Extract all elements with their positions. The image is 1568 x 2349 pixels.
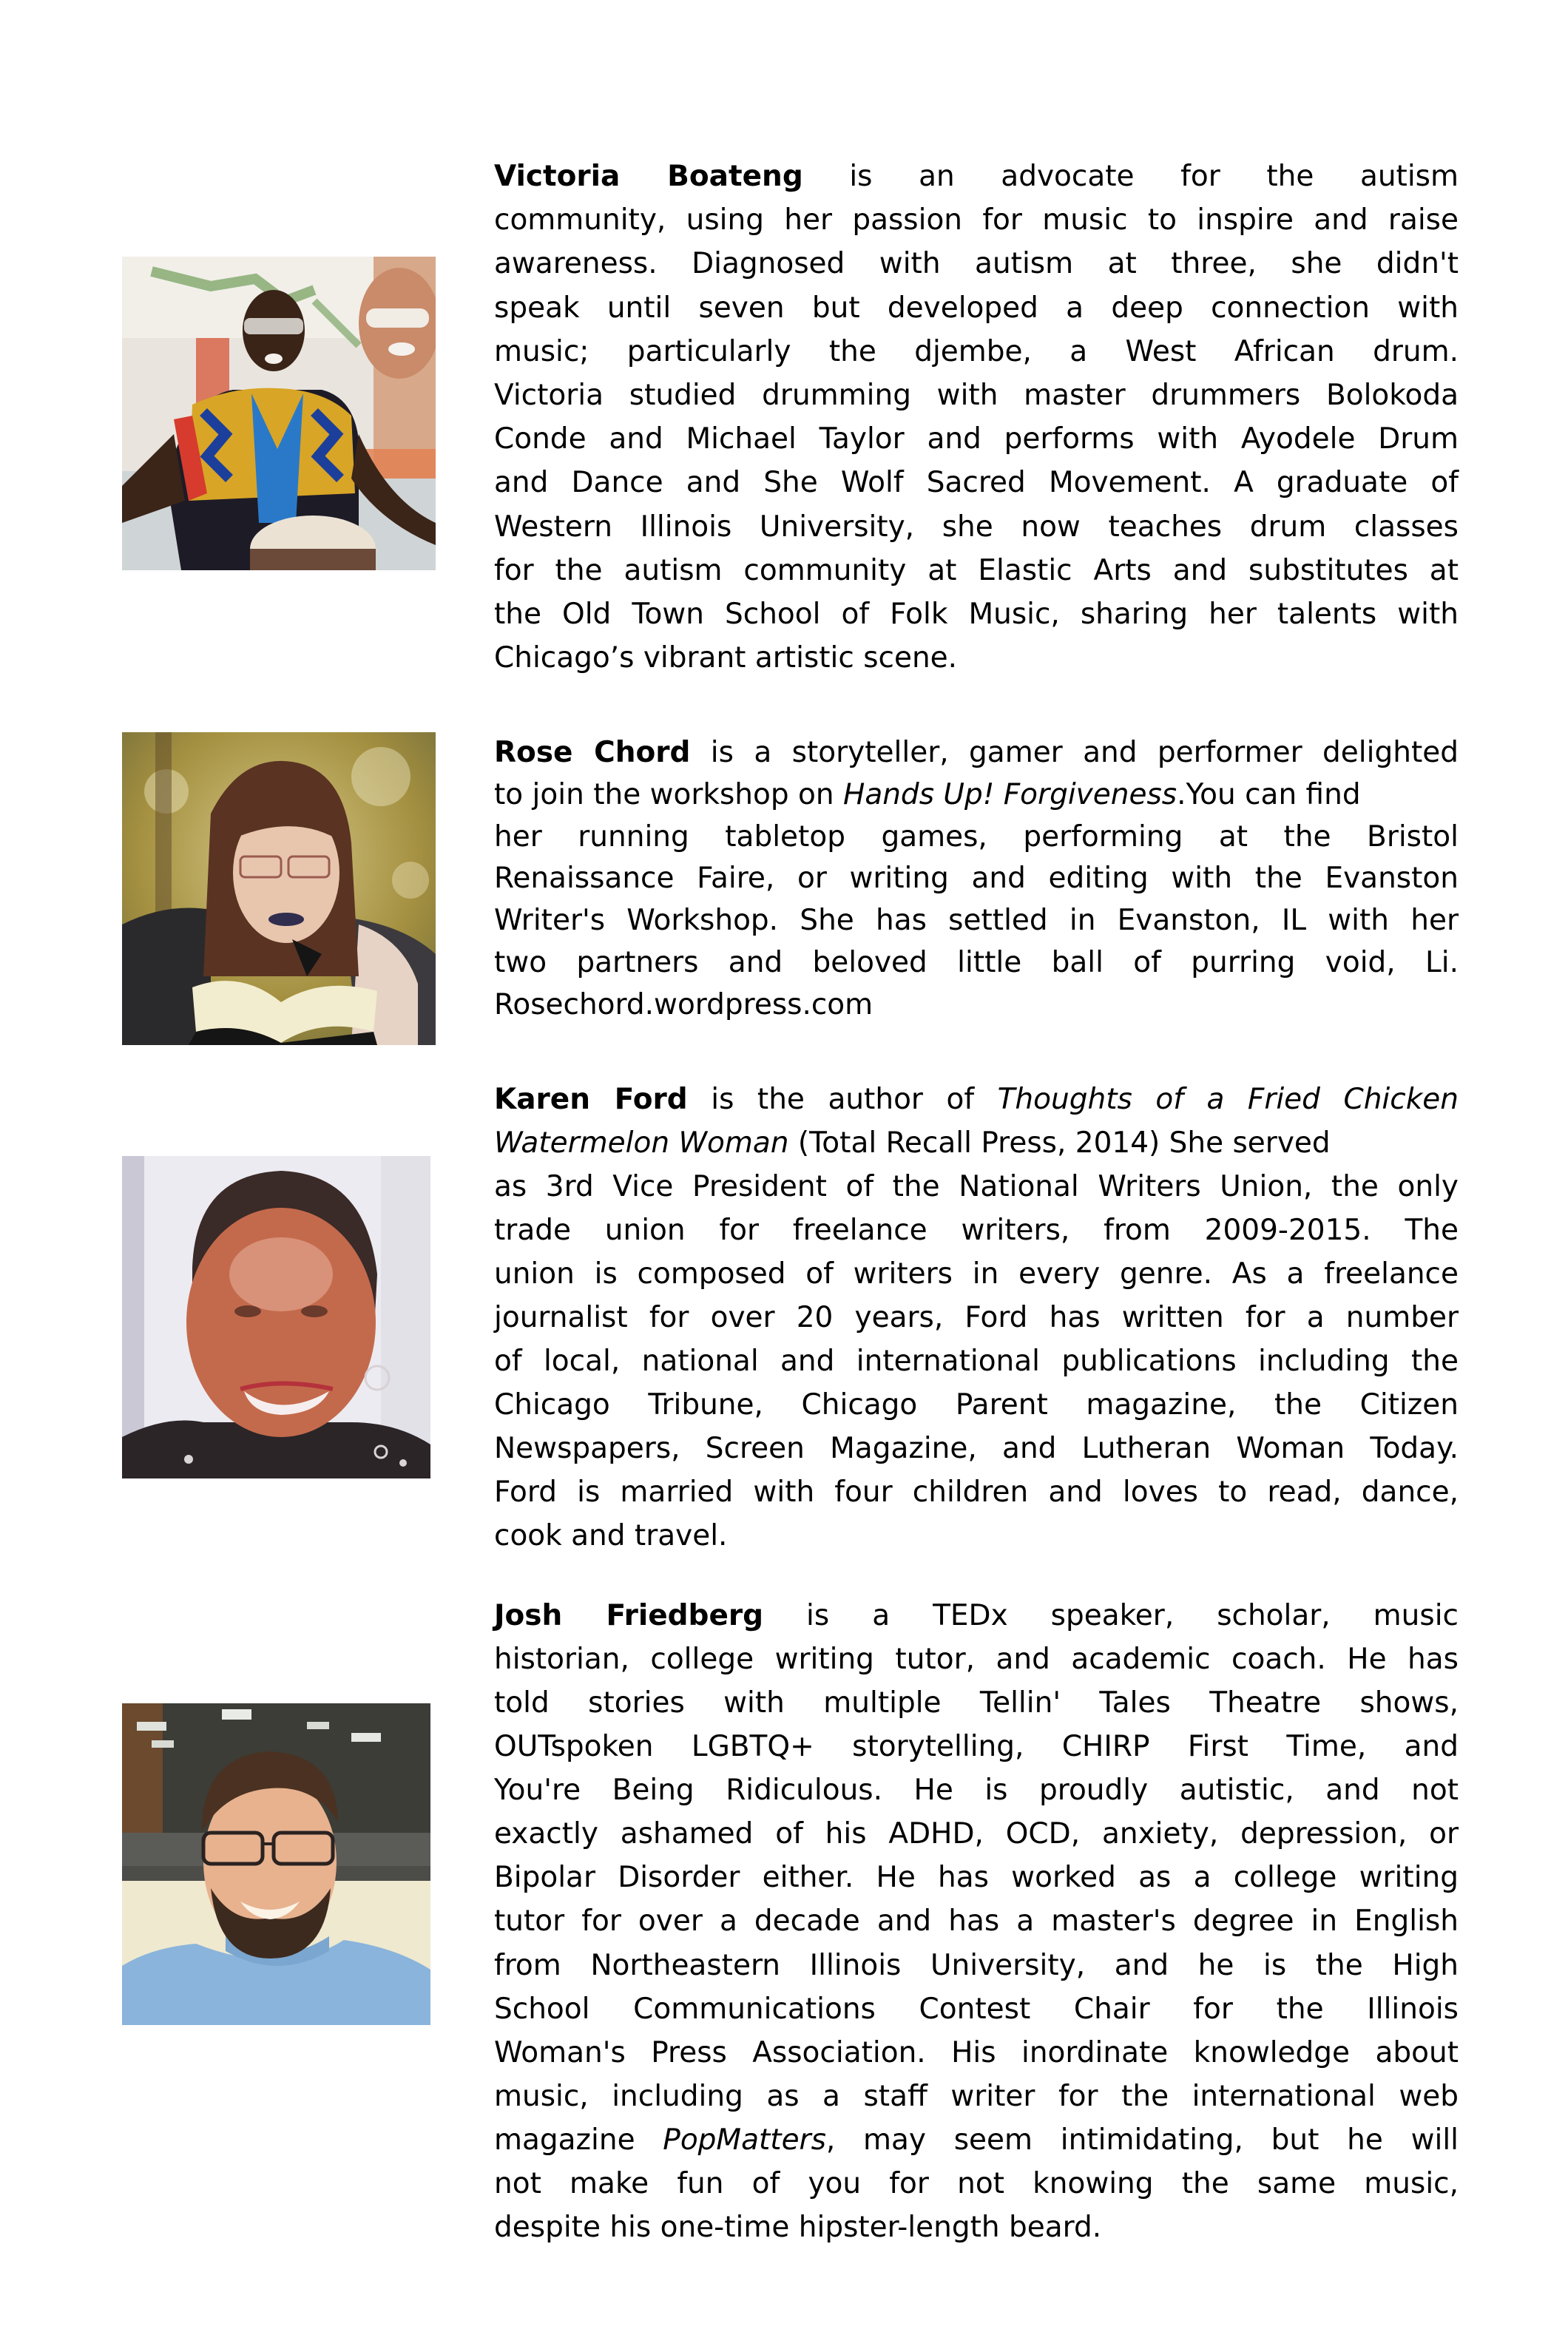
bio-paragraph-karen-ford — [494, 1078, 1459, 1558]
bio-line — [494, 1252, 1459, 1296]
bio-line — [494, 374, 1459, 417]
bio-line — [494, 549, 1459, 592]
bio-text: is a storyteller, gamer and performer delighted — [690, 736, 1459, 769]
bio-text: told stories with multiple Tellin' Tales Theatre shows, — [494, 1686, 1459, 1720]
bio-text: Victoria studied drumming with master drummers Bolokoda — [494, 378, 1459, 412]
bio-paragraph-victoria-boateng — [494, 155, 1459, 680]
bio-text: Bipolar Disorder either. He has worked as a college writing — [494, 1861, 1459, 1895]
work-title: Watermelon Woman — [494, 1126, 789, 1160]
bio-text: music; particularly the djembe, a West African drum. — [494, 334, 1459, 368]
bio-line — [494, 1899, 1459, 1943]
bio-text: as 3rd Vice President of the National Writers Union, the only — [494, 1170, 1459, 1203]
bio-text: Chicago Tribune, Chicago Parent magazine, the Citizen — [494, 1388, 1459, 1422]
bio-text: trade union for freelance writers, from 2009-2015. The — [494, 1214, 1459, 1247]
bio-paragraph-rose-chord — [494, 732, 1459, 1027]
bio-line — [494, 592, 1459, 636]
photo-josh-friedberg — [122, 1703, 430, 2025]
bio-line — [494, 2031, 1459, 2075]
bio-text: .You can find — [1177, 777, 1361, 811]
portrait-image — [122, 257, 436, 570]
bio-line — [494, 155, 1459, 198]
bio-line — [494, 286, 1459, 330]
bio-text: community, using her passion for music to inspire and raise — [494, 203, 1459, 237]
bio-line — [494, 1383, 1459, 1427]
bio-text: not make fun of you for not knowing the same music, — [494, 2166, 1459, 2200]
bio-text: is an advocate for the autism — [802, 160, 1459, 193]
bio-text: for the autism community at Elastic Arts and substitutes at — [494, 553, 1459, 587]
bio-text: two partners and beloved little ball of purring void, Li. — [494, 945, 1459, 979]
bio-text: to join the workshop on — [494, 777, 843, 811]
bio-text: Writer's Workshop. She has settled in Evanston, IL with her — [494, 904, 1459, 938]
bio-line — [494, 505, 1459, 549]
bio-line — [494, 774, 1459, 817]
bio-line — [494, 330, 1459, 374]
bio-text: her running tabletop games, performing at the Bristol — [494, 819, 1459, 854]
bio-line — [494, 1165, 1459, 1209]
bio-text: Ford is married with four children and loves to read, dance, — [494, 1476, 1459, 1509]
photo-victoria-boateng — [122, 257, 436, 570]
bio-text: and Dance and She Wolf Sacred Movement. A graduate of — [494, 466, 1459, 500]
bio-paragraph-josh-friedberg — [494, 1594, 1459, 2249]
bio-line — [494, 198, 1459, 242]
work-title: PopMatters — [663, 2123, 826, 2157]
bio-text: Newspapers, Screen Magazine, and Lutheran Woman Today. — [494, 1432, 1459, 1465]
bio-line — [494, 1594, 1459, 1637]
bio-line — [494, 732, 1459, 774]
bio-line — [494, 984, 1459, 1027]
person-name: Victoria Boateng — [494, 160, 803, 193]
bio-line — [494, 1681, 1459, 1725]
bio-text: Rosechord.wordpress.com — [494, 987, 873, 1021]
bio-line — [494, 1121, 1459, 1165]
bio-line — [494, 417, 1459, 461]
bio-text: awareness. Diagnosed with autism at three, she didn't — [494, 247, 1459, 281]
bio-line — [494, 900, 1459, 942]
bio-text: School Communications Contest Chair for the Illinois — [494, 1992, 1459, 2026]
bio-line — [494, 2162, 1459, 2206]
bio-text: Renaissance Faire, or writing and editing with the Evanston — [494, 862, 1459, 896]
bio-line — [494, 1637, 1459, 1681]
person-name: Rose Chord — [494, 736, 691, 769]
bio-text: is a TEDx speaker, scholar, music — [763, 1599, 1459, 1632]
bio-text: cook and travel. — [494, 1519, 728, 1552]
bio-text: despite his one-time hipster-length beard. — [494, 2210, 1102, 2244]
bio-text: speak until seven but developed a deep connection with — [494, 291, 1459, 325]
bio-text: Western Illinois University, she now teaches drum classes — [494, 510, 1459, 544]
work-title: Hands Up! Forgiveness — [842, 777, 1177, 811]
bio-text: (Total Recall Press, 2014) She served — [788, 1126, 1331, 1160]
bio-text: is the author of — [687, 1083, 998, 1116]
bio-text: from Northeastern Illinois University, and he is the High — [494, 1948, 1459, 1982]
bio-line — [494, 636, 1459, 680]
bio-text: magazine — [494, 2123, 663, 2157]
bio-line — [494, 817, 1459, 859]
bio-text: historian, college writing tutor, and academic coach. He has — [494, 1643, 1459, 1677]
work-title: Thoughts of a Fried Chicken — [997, 1083, 1459, 1116]
bio-text: of local, national and international publications including the — [494, 1345, 1459, 1378]
bio-line — [494, 942, 1459, 984]
bio-text: , may seem intimidating, but he will — [825, 2123, 1459, 2157]
portrait-image — [122, 1703, 430, 2025]
bio-line — [494, 1725, 1459, 1768]
bio-line — [494, 1812, 1459, 1856]
bio-text: OUTspoken LGBTQ+ storytelling, CHIRP First Time, and — [494, 1730, 1459, 1764]
bio-line — [494, 2206, 1459, 2249]
bio-line — [494, 1209, 1459, 1252]
bio-text: the Old Town School of Folk Music, sharing her talents with — [494, 597, 1459, 631]
photo-karen-ford — [122, 1156, 430, 1478]
bio-line — [494, 1339, 1459, 1383]
bio-line — [494, 1514, 1459, 1558]
bio-text: You're Being Ridiculous. He is proudly autistic, and not — [494, 1774, 1459, 1808]
person-name: Karen Ford — [494, 1083, 688, 1116]
person-name: Josh Friedberg — [494, 1599, 764, 1632]
bio-line — [494, 1078, 1459, 1121]
bio-line — [494, 2075, 1459, 2118]
bio-line — [494, 1987, 1459, 2031]
portrait-image — [122, 1156, 430, 1478]
bio-text: union is composed of writers in every genre. As a freelance — [494, 1257, 1459, 1291]
bio-line — [494, 1296, 1459, 1339]
bio-text: exactly ashamed of his ADHD, OCD, anxiety, depression, or — [494, 1817, 1459, 1851]
bio-line — [494, 2118, 1459, 2162]
bio-line — [494, 1427, 1459, 1470]
bio-line — [494, 1856, 1459, 1899]
bio-line — [494, 461, 1459, 504]
photo-rose-chord — [122, 732, 436, 1045]
bio-line — [494, 1470, 1459, 1514]
bio-line — [494, 858, 1459, 900]
bio-text: tutor for over a decade and has a master's degree in English — [494, 1904, 1459, 1939]
bio-text: Chicago’s vibrant artistic scene. — [494, 641, 958, 675]
bio-line — [494, 242, 1459, 285]
bio-line — [494, 1768, 1459, 1812]
bio-text: journalist for over 20 years, Ford has written for a number — [494, 1301, 1459, 1334]
portrait-image — [122, 732, 436, 1045]
bio-text: Conde and Michael Taylor and performs with Ayodele Drum — [494, 422, 1459, 456]
bio-line — [494, 1944, 1459, 1987]
bio-text: Woman's Press Association. His inordinate knowledge about — [494, 2035, 1459, 2069]
bio-text: music, including as a staff writer for the international web — [494, 2079, 1459, 2113]
